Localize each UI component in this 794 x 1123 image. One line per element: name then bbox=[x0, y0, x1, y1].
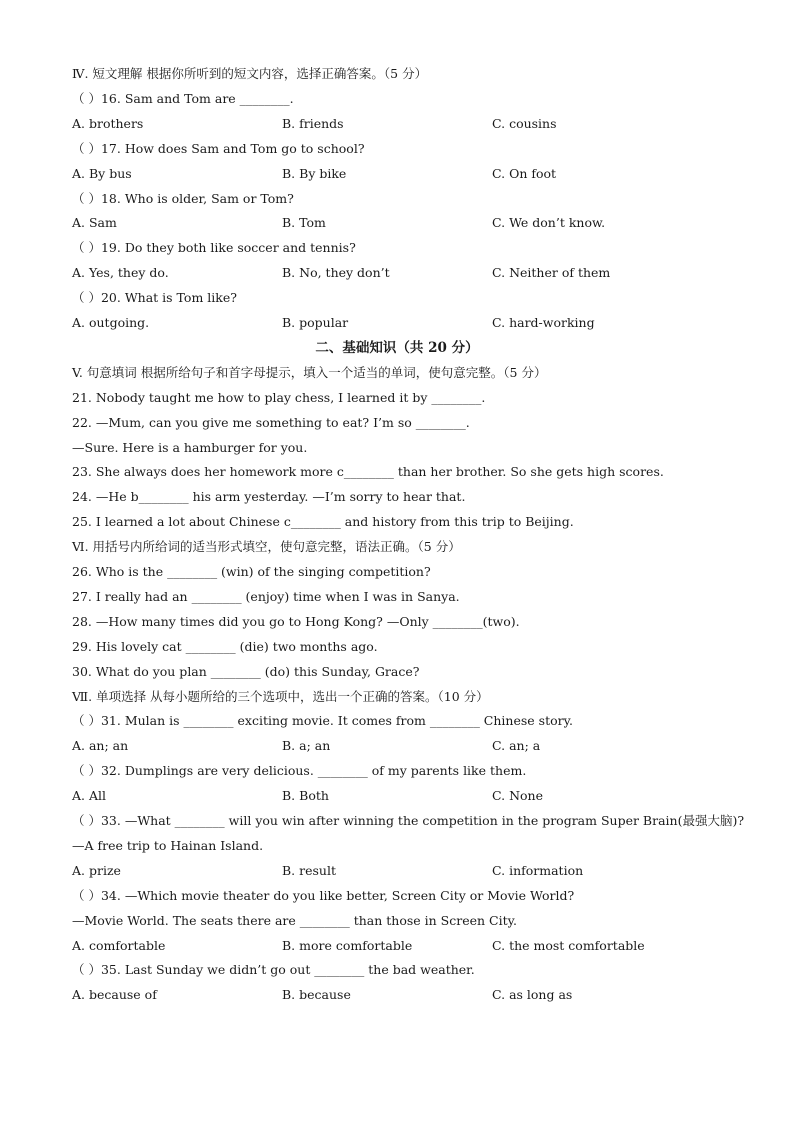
option-b: B. By bike bbox=[282, 166, 347, 181]
text-line: 30. What do you plan ________ (do) this Sunday, Grace? bbox=[72, 664, 420, 679]
option-b: B. Both bbox=[282, 788, 329, 803]
option-b: B. more comfortable bbox=[282, 938, 413, 953]
text-line: （ ）32. Dumplings are very delicious. ________ of my parents like them. bbox=[72, 763, 527, 778]
option-c: C. an; a bbox=[492, 738, 541, 753]
option-b: B. friends bbox=[282, 116, 344, 131]
option-b: B. popular bbox=[282, 315, 349, 330]
text-line: 29. His lovely cat ________ (die) two months ago. bbox=[72, 639, 378, 654]
option-c: C. None bbox=[492, 788, 543, 803]
option-b: B. result bbox=[282, 863, 336, 878]
text-line: Ⅶ. 单项选择 从每小题所给的三个选项中，选出一个正确的答案。（10 分） bbox=[72, 689, 489, 704]
text-line: —Movie World. The seats there are ________ than those in Screen City. bbox=[72, 913, 518, 928]
text-line: 22. —Mum, can you give me something to eat? I’m so ________. bbox=[72, 415, 470, 430]
option-c: C. as long as bbox=[492, 987, 573, 1002]
text-line: —Sure. Here is a hamburger for you. bbox=[72, 440, 308, 455]
text-line: 28. —How many times did you go to Hong Kong? —Only ________(two). bbox=[72, 614, 520, 629]
text-line: —A free trip to Hainan Island. bbox=[72, 838, 264, 853]
text-line: 26. Who is the ________ (win) of the singing competition? bbox=[72, 564, 431, 579]
text-line: （ ）16. Sam and Tom are ________. bbox=[72, 91, 294, 106]
option-c: C. We don’t know. bbox=[492, 215, 606, 230]
text-line: 23. She always does her homework more c________ than her brother. So she gets high scores. bbox=[72, 464, 664, 479]
option-b: B. because bbox=[282, 987, 351, 1002]
text-line: （ ）19. Do they both like soccer and tennis? bbox=[72, 240, 356, 255]
option-c: C. the most comfortable bbox=[492, 938, 645, 953]
option-c: C. hard-working bbox=[492, 315, 595, 330]
option-c: C. cousins bbox=[492, 116, 557, 131]
option-a: A. By bus bbox=[72, 166, 132, 181]
text-line: Ⅵ. 用括号内所给词的适当形式填空，使句意完整，语法正确。（5 分） bbox=[72, 539, 461, 554]
option-a: A. outgoing. bbox=[72, 315, 150, 330]
text-line: Ⅳ. 短文理解 根据你所听到的短文内容，选择正确答案。（5 分） bbox=[72, 66, 428, 81]
section-heading: 二、基础知识（共 20 分） bbox=[315, 340, 479, 356]
option-a: A. Yes, they do. bbox=[72, 265, 169, 280]
option-c: C. information bbox=[492, 863, 584, 878]
text-line: （ ）35. Last Sunday we didn’t go out ________ the bad weather. bbox=[72, 962, 475, 977]
text-line: （ ）34. —Which movie theater do you like better, Screen City or Movie World? bbox=[72, 888, 575, 903]
text-line: V. 句意填词 根据所给句子和首字母提示，填入一个适当的单词，使句意完整。（5 分） bbox=[72, 365, 547, 380]
text-line: 27. I really had an ________ (enjoy) time when I was in Sanya. bbox=[72, 589, 460, 604]
text-line: （ ）17. How does Sam and Tom go to school? bbox=[72, 141, 365, 156]
text-line: 21. Nobody taught me how to play chess, I learned it by ________. bbox=[72, 390, 486, 405]
option-a: A. because of bbox=[72, 987, 157, 1002]
option-b: B. No, they don’t bbox=[282, 265, 390, 280]
text-line: 24. —He b________ his arm yesterday. —I’m sorry to hear that. bbox=[72, 489, 466, 504]
text-line: （ ）31. Mulan is ________ exciting movie. It comes from ________ Chinese story. bbox=[72, 713, 573, 728]
option-b: B. a; an bbox=[282, 738, 331, 753]
option-c: C. Neither of them bbox=[492, 265, 611, 280]
option-c: C. On foot bbox=[492, 166, 557, 181]
text-line: （ ）18. Who is older, Sam or Tom? bbox=[72, 191, 294, 206]
option-a: A. brothers bbox=[72, 116, 144, 131]
option-a: A. Sam bbox=[72, 215, 117, 230]
text-line: 25. I learned a lot about Chinese c________ and history from this trip to Beijing. bbox=[72, 514, 574, 529]
option-a: A. comfortable bbox=[72, 938, 166, 953]
text-line: （ ）33. —What ________ will you win after winning the competition in the program Super Brain(最强大脑)? bbox=[72, 813, 745, 828]
option-a: A. prize bbox=[72, 863, 121, 878]
option-a: A. an; an bbox=[72, 738, 129, 753]
text-line: （ ）20. What is Tom like? bbox=[72, 290, 237, 305]
option-a: A. All bbox=[72, 788, 106, 803]
option-b: B. Tom bbox=[282, 215, 326, 230]
